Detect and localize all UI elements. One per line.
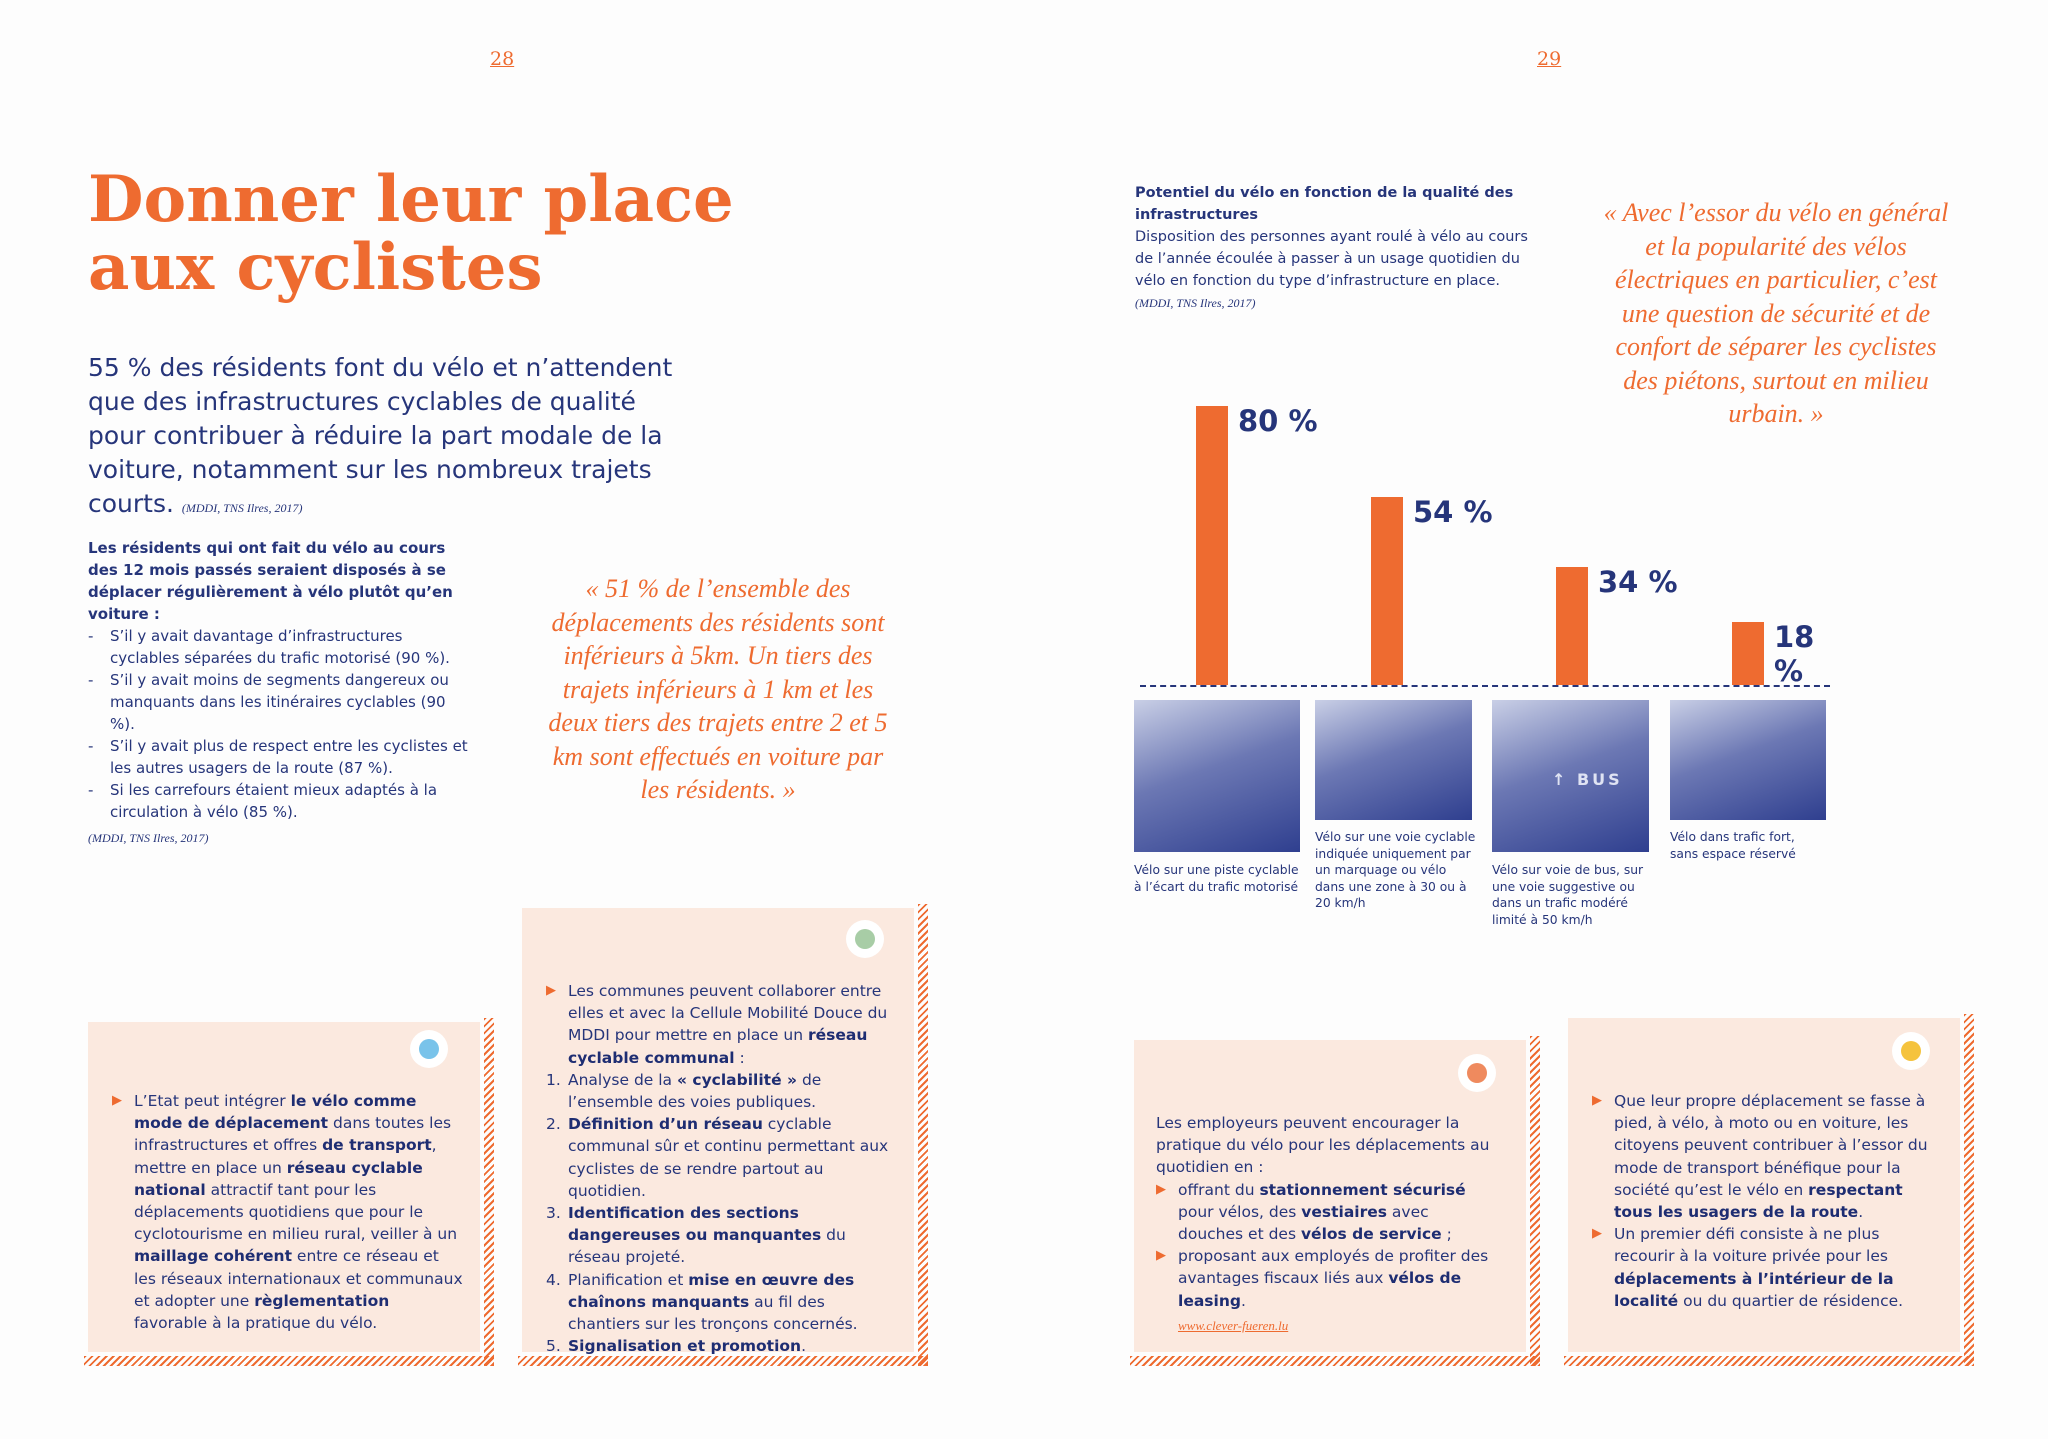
bar-1 bbox=[1196, 406, 1228, 685]
chart-subtitle: Disposition des personnes ayant roulé à vélo au cours de l’année écoulée à passer à un usage quotidien du vélo en fonction du type d’infrastructure en place. bbox=[1135, 229, 1528, 289]
info-box-state bbox=[88, 1022, 480, 1352]
residents-heading: Les résidents qui ont fait du vélo au cours des 12 mois passés seraient disposés à se déplacer régulièrement à vélo plutôt qu’en voiture : bbox=[88, 539, 453, 623]
list-item: ▶ proposant aux employés de profiter des avantages fiscaux liés aux vélos de leasing. bbox=[1156, 1247, 1489, 1310]
caption-1: Vélo sur une piste cyclable à l’écart du trafic motorisé bbox=[1134, 863, 1299, 894]
lead-paragraph bbox=[88, 351, 688, 525]
box-1-text: ▶ L’Etat peut intégrer le vélo comme mode de déplacement dans toutes les infrastructures et offres de transport, mettre en place un réseau cyclable national attractif tant pour les déplacements quotidiens que pour le cyclotourisme en milieu rural, veiller à un maillage cohérent entre ce réseau et les réseaux internationaux et communaux et adopter une règlementation favorable à la pratique du vélo. bbox=[112, 1092, 463, 1333]
lead-text: 55 % des résidents font du vélo et n’attendent que des infrastructures cyclables de qualité pour contribuer à réduire la part modale de la voiture, notamment sur les nombreux trajets courts. bbox=[88, 353, 673, 518]
list-item: ▶ offrant du stationnement sécurisé pour vélos, des vestiaires avec douches et des vélos de service ; bbox=[1156, 1180, 1466, 1244]
box-2-text bbox=[546, 980, 892, 1357]
orange-dot-icon bbox=[1458, 1054, 1496, 1092]
yellow-dot-icon bbox=[1892, 1032, 1930, 1070]
photo-heavy-traffic bbox=[1670, 700, 1826, 820]
arrow-icon: ▶ bbox=[1592, 1093, 1602, 1108]
box-4-text bbox=[1592, 1090, 1932, 1312]
caption-2: Vélo sur une voie cyclable indiquée uniquement par un marquage ou vélo dans une zone à 30 ou à 20 km/h bbox=[1315, 830, 1476, 910]
caption-3: Vélo sur voie de bus, sur une voie suggestive ou dans un trafic modéré limité à 50 km/h bbox=[1492, 863, 1644, 927]
list-item: 2. Définition d’un réseau cyclable communal sûr et continu permettant aux cyclistes de se rendre partout au quotidien. bbox=[546, 1115, 889, 1200]
arrow-icon: ▶ bbox=[112, 1093, 122, 1108]
clever-fueren-link[interactable]: www.clever-fueren.lu bbox=[1178, 1317, 1289, 1333]
caption-4: Vélo dans trafic fort, sans espace réservé bbox=[1670, 830, 1796, 861]
photo-bus-lane bbox=[1492, 700, 1649, 852]
bar-3 bbox=[1556, 567, 1588, 685]
list-item: 4. Planification et mise en œuvre des chaînons manquants au fil des chantiers sur les tronçons concernés. bbox=[546, 1270, 858, 1334]
list-item: - S’il y avait davantage d’infrastructures cyclables séparées du trafic motorisé (90 %). bbox=[88, 625, 468, 669]
bar-2 bbox=[1371, 497, 1403, 685]
list-item: 1. Analyse de la « cyclabilité » de l’ensemble des voies publiques. bbox=[546, 1070, 822, 1112]
title-line-1: Donner leur place bbox=[88, 162, 734, 237]
chart-source: (MDDI, TNS Ilres, 2017) bbox=[1135, 296, 1256, 310]
box-3-text bbox=[1156, 1112, 1496, 1337]
photo-cycle-track bbox=[1134, 700, 1300, 852]
arrow-icon: ▶ bbox=[1156, 1181, 1166, 1197]
list-item: ▶ Que leur propre déplacement se fasse à pied, à vélo, à moto ou en voiture, les citoyens peuvent contribuer à l’essor du mode de transport bénéfique pour la société qu’est le vélo en respectant tous les usagers de la route. bbox=[1592, 1092, 1928, 1222]
box-2-intro: Les communes peuvent collaborer entre elles et avec la Cellule Mobilité Douce du MDDI pour mettre en place un réseau cyclable communal : bbox=[568, 982, 888, 1067]
list-item: - S’il y avait plus de respect entre les cyclistes et les autres usagers de la route (87 %). bbox=[88, 735, 468, 779]
residents-source: (MDDI, TNS Ilres, 2017) bbox=[88, 831, 209, 845]
chart-header bbox=[1135, 182, 1535, 314]
arrow-icon: ▶ bbox=[1592, 1226, 1602, 1242]
list-item: 5. Signalisation et promotion. bbox=[546, 1337, 807, 1356]
photo-cycle-lane bbox=[1315, 700, 1472, 820]
bus-marking: ↑ BUS bbox=[1552, 770, 1623, 789]
bar-value-label: 54 % bbox=[1413, 494, 1493, 529]
page-number-right: 29 bbox=[1537, 48, 1562, 70]
arrow-icon: ▶ bbox=[1156, 1248, 1166, 1264]
quote-left: « 51 % de l’ensemble des déplacements des résidents sont inférieurs à 5km. Un tiers des trajets inférieurs à 1 km et les deux tiers des trajets entre 2 et 5 km sont effectués en voiture par les résidents. » bbox=[548, 574, 888, 804]
page-title bbox=[88, 162, 734, 305]
bar-4 bbox=[1732, 622, 1764, 685]
box-2-list bbox=[546, 1069, 892, 1358]
quote-right: « Avec l’essor du vélo en général et la popularité des vélos électriques en particulier, c’est une question de sécurité et de confort de séparer les cyclistes des piétons, surtout en milieu urbain. » bbox=[1603, 198, 1949, 428]
bar-value-label: 34 % bbox=[1598, 564, 1678, 599]
arrow-icon: ▶ bbox=[546, 983, 556, 998]
info-box-employers bbox=[1134, 1040, 1526, 1352]
box-3-intro: Les employeurs peuvent encourager la pratique du vélo pour les déplacements au quotidien en : bbox=[1156, 1114, 1490, 1177]
chart-title: Potentiel du vélo en fonction de la qualité des infrastructures bbox=[1135, 185, 1514, 223]
lead-source: (MDDI, TNS Ilres, 2017) bbox=[181, 501, 303, 515]
info-box-citizens bbox=[1568, 1018, 1960, 1352]
list-item: ▶ Un premier défi consiste à ne plus recourir à la voiture privée pour les déplacements à l’intérieur de la localité ou du quartier de résidence. bbox=[1592, 1225, 1904, 1310]
bar-value-label: 80 % bbox=[1238, 404, 1318, 439]
list-item: 3. Identification des sections dangereuses ou manquantes du réseau projeté. bbox=[546, 1204, 846, 1267]
list-item: - S’il y avait moins de segments dangereux ou manquants dans les itinéraires cyclables (90 %). bbox=[88, 669, 468, 735]
residents-list bbox=[88, 625, 468, 823]
bar-value-label: 18 % bbox=[1774, 620, 1815, 689]
info-box-communes bbox=[522, 908, 914, 1356]
residents-block bbox=[88, 537, 468, 849]
chart-baseline bbox=[1140, 685, 1830, 687]
title-line-2: aux cyclistes bbox=[88, 230, 543, 305]
page-number-left: 28 bbox=[490, 48, 515, 70]
bar-chart bbox=[1136, 330, 1836, 690]
green-dot-icon bbox=[846, 920, 884, 958]
list-item: - Si les carrefours étaient mieux adaptés à la circulation à vélo (85 %). bbox=[88, 779, 468, 823]
blue-dot-icon bbox=[410, 1030, 448, 1068]
